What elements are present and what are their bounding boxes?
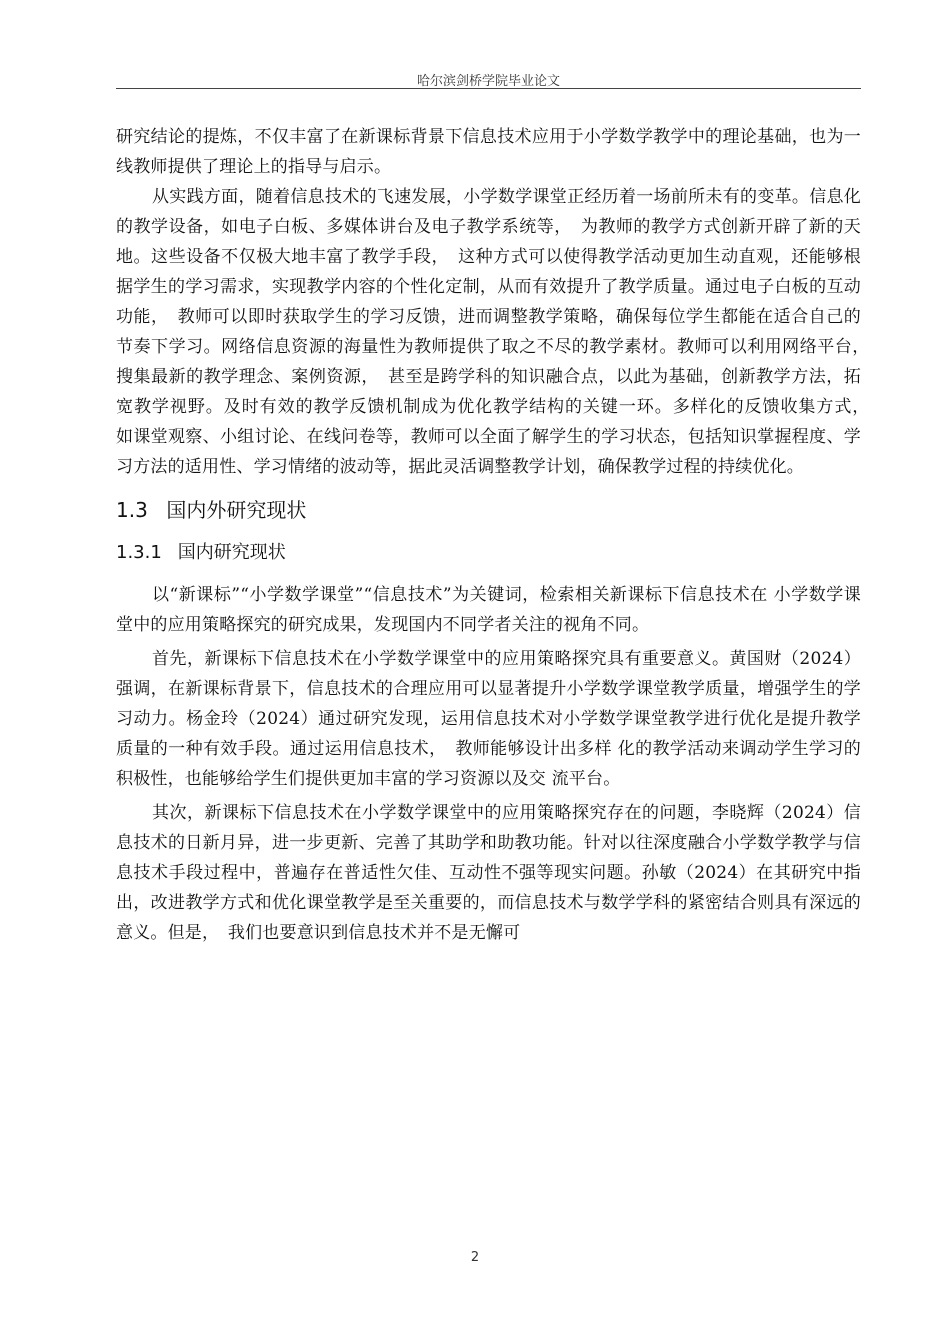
header-divider	[116, 88, 861, 89]
subsection-title: 国内研究现状	[177, 542, 286, 563]
body-paragraph: 从实践方面，随着信息技术的飞速发展，小学数学课堂正经历着一场前所未有的变革。信息化的教学设备，如电子白板、多媒体讲台及电子教学系统等， 为教师的教学方式创新开辟了新的天地。这些设备不仅极大地丰富了教学手段， 这种方式可以使得教学活动更加生动直观，还能够根据学生的学习需求，实现教学内容的个性化定制，从而有效提升了教学质量。通过电子白板的互动功能， 教师可以即时获取学生的学习反馈，进而调整教学策略，确保每位学生都能在适合自己的节奏下学习。网络信息资源的海量性为教师提供了取之不尽的教学素材。教师可以利用网络平台， 搜集最新的教学理念、案例资源， 甚至是跨学科的知识融合点，以此为基础，创新教学方法，拓宽教学视野。及时有效的教学反馈机制成为优化教学结构的关键一环。多样化的反馈收集方式， 如课堂观察、小组讨论、在线问卷等，教师可以全面了解学生的学习状态，包括知识掌握程度、学习方法的适用性、学习情绪的波动等，据此灵活调整教学计划，确保教学过程的持续优化。	[116, 187, 879, 477]
subsection-heading	[116, 534, 861, 572]
section-title: 国内外研究现状	[166, 498, 307, 522]
subsection-number: 1.3.1	[116, 542, 162, 563]
section-number: 1.3	[116, 498, 148, 522]
body-paragraph: 以“新课标”“小学数学课堂”“信息技术”为关键词，检索相关新课标下信息技术在 小学数学课堂中的应用策略探究的研究成果，发现国内不同学者关注的视角不同。	[116, 585, 861, 635]
page-header: 哈尔滨剑桥学院毕业论文	[416, 74, 560, 89]
document-body	[116, 122, 879, 948]
body-paragraph: 首先，新课标下信息技术在小学数学课堂中的应用策略探究具有重要意义。黄国财（2024）强调，在新课标背景下，信息技术的合理应用可以显著提升小学数学课堂教学质量，增强学生的学习动力。杨金玲（2024）通过研究发现，运用信息技术对小学数学课堂教学进行优化是提升教学质量的一种有效手段。通过运用信息技术， 教师能够设计出多样 化的教学活动来调动学生学习的积极性，也能够给学生们提供更加丰富的学习资源以及交 流平台。	[116, 649, 861, 789]
body-paragraph: 研究结论的提炼，不仅丰富了在新课标背景下信息技术应用于小学数学教学中的理论基础，也为一线教师提供了理论上的指导与启示。	[116, 127, 861, 177]
section-heading	[116, 490, 861, 530]
body-paragraph: 其次，新课标下信息技术在小学数学课堂中的应用策略探究存在的问题，李晓辉（2024）信息技术的日新月异，进一步更新、完善了其助学和助教功能。针对以往深度融合小学数学教学与信息技术手段过程中，普遍存在普适性欠佳、互动性不强等现实问题。孙敏（2024）在其研究中指出，改进教学方式和优化课堂教学是至关重要的，而信息技术与数学学科的紧密结合则具有深远的意义。但是， 我们也要意识到信息技术并不是无懈可	[116, 803, 861, 943]
page-number: 2	[470, 1250, 480, 1265]
